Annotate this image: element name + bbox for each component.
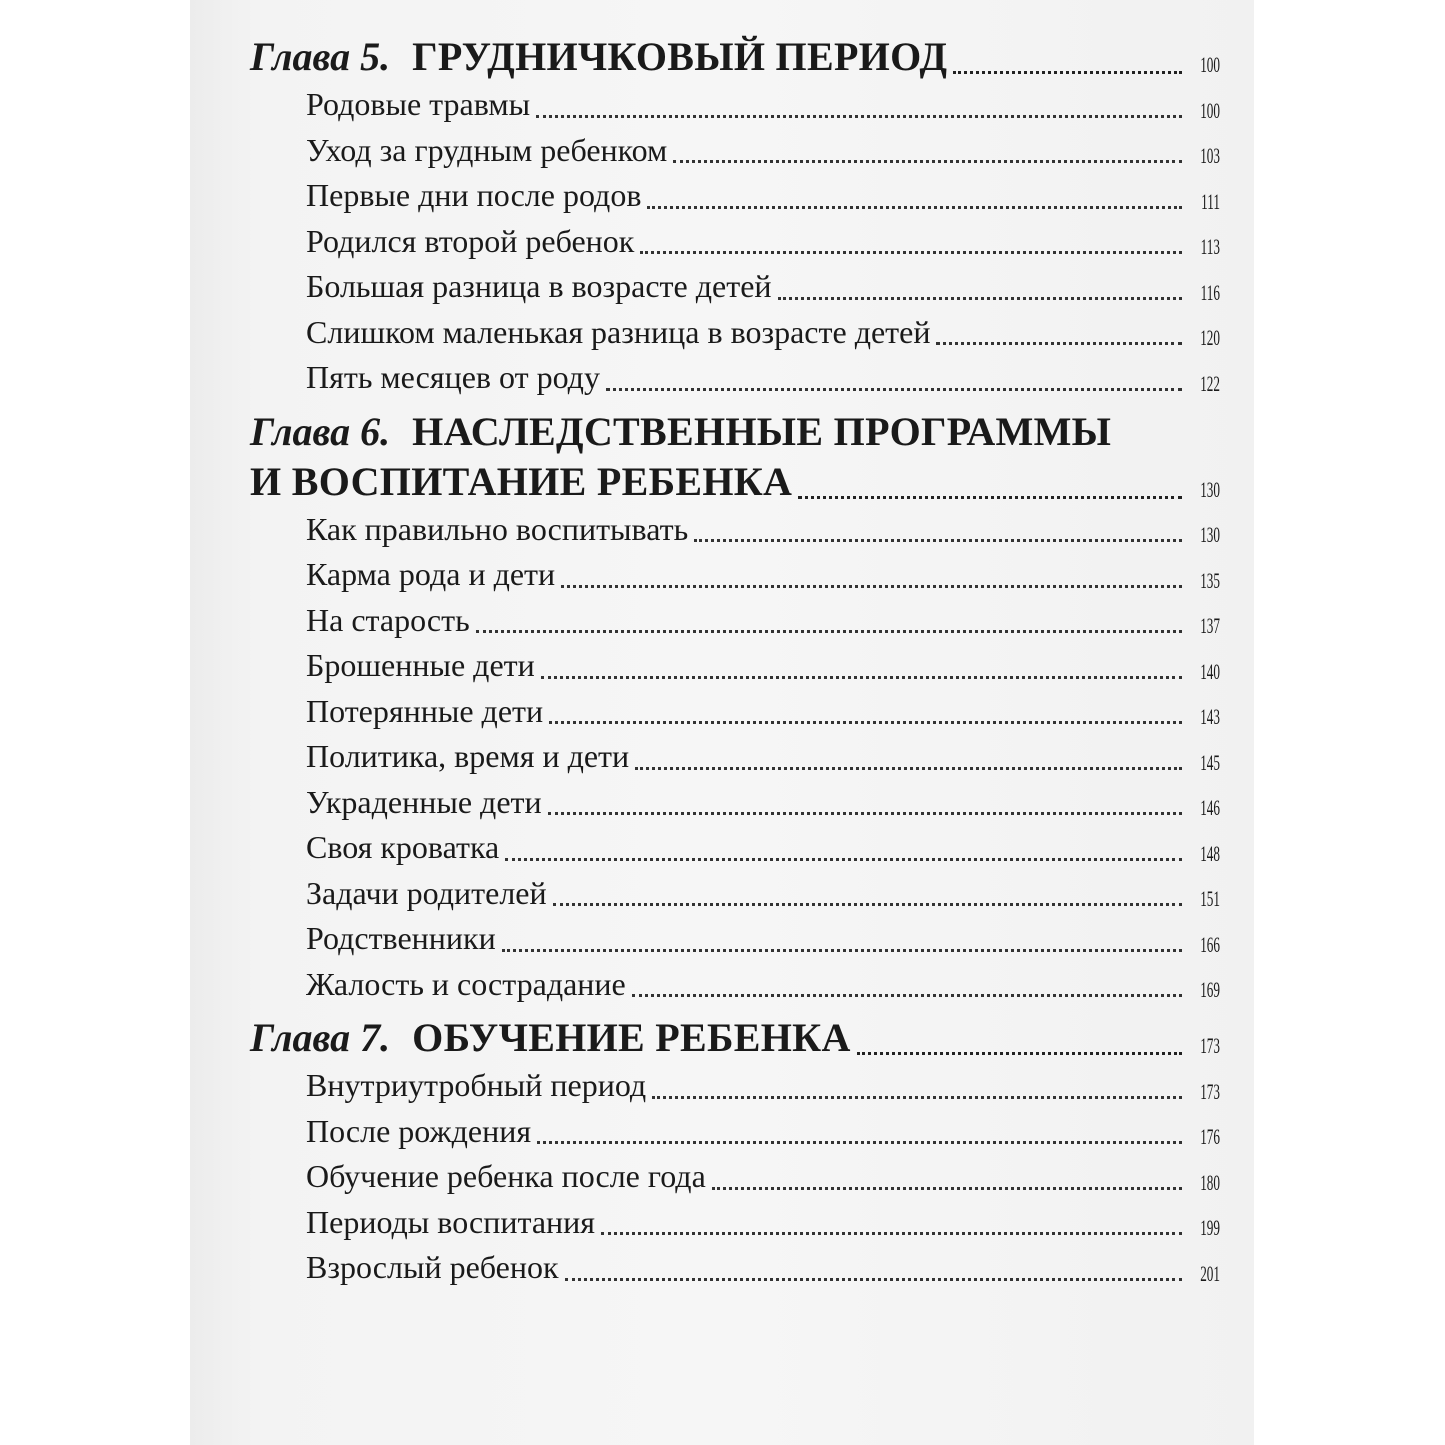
entry-page-number: 130: [1200, 522, 1220, 547]
entry-title: Задачи родителей: [306, 874, 547, 911]
chapter-7: [250, 1013, 1220, 1291]
entry-page-number: 120: [1200, 325, 1220, 350]
leader-dots: [778, 296, 1182, 300]
leader-dots: [798, 495, 1182, 499]
leader-dots: [601, 1231, 1182, 1235]
entry-title: Как правильно воспитывать: [306, 510, 689, 547]
entry-page-number: 169: [1200, 977, 1220, 1002]
chapter-heading: [250, 407, 1220, 457]
leader-dots: [606, 387, 1182, 391]
toc-entry: [306, 82, 1220, 128]
leader-dots: [936, 341, 1182, 345]
entry-title: Взрослый ребенок: [306, 1249, 559, 1285]
leader-dots: [553, 902, 1182, 906]
chapter-page-number: 130: [1200, 476, 1220, 502]
chapter-title: НАСЛЕДСТВЕННЫЕ ПРОГРАММЫ: [412, 408, 1112, 454]
entry-title: Внутриутробный период: [306, 1067, 647, 1103]
entry-title: Родился второй ребенок: [306, 222, 635, 259]
chapter-6: [250, 407, 1220, 1008]
chapter-title: ГРУДНИЧКОВЫЙ ПЕРИОД: [412, 34, 948, 79]
entry-page-number: 176: [1200, 1124, 1220, 1149]
entry-title: Жалость и сострадание: [306, 965, 626, 1002]
leader-dots: [502, 948, 1182, 952]
leader-dots: [505, 857, 1182, 861]
entry-page-number: 143: [1200, 704, 1220, 729]
toc-entry: [306, 598, 1220, 644]
book-page: [190, 0, 1254, 1445]
chapter-items: [250, 82, 1220, 401]
chapter-title-continued: И ВОСПИТАНИЕ РЕБЕНКА: [250, 458, 793, 504]
toc-entry: [306, 552, 1220, 598]
leader-dots: [548, 811, 1182, 815]
leader-dots: [953, 70, 1182, 74]
toc-entry: [306, 780, 1220, 826]
entry-title: После рождения: [306, 1112, 532, 1149]
chapter-heading: [250, 1013, 1220, 1063]
chapter-heading: [250, 32, 1220, 82]
entry-page-number: 140: [1200, 658, 1220, 684]
entry-page-number: 148: [1200, 840, 1220, 866]
entry-title: Большая разница в возрасте детей: [306, 268, 772, 304]
entry-title: Обучение ребенка после года: [306, 1158, 706, 1194]
toc-entry: [306, 1200, 1220, 1246]
entry-page-number: 103: [1200, 143, 1220, 168]
toc-entry: [306, 1154, 1220, 1200]
entry-title: Потерянные дети: [306, 692, 544, 729]
leader-dots: [537, 1140, 1182, 1144]
toc-entry: [306, 173, 1220, 219]
entry-page-number: 151: [1200, 886, 1220, 911]
entry-title: Пять месяцев от роду: [306, 359, 600, 395]
leader-dots: [673, 159, 1182, 163]
leader-dots: [536, 114, 1182, 118]
leader-dots: [476, 629, 1182, 633]
leader-dots: [561, 584, 1182, 588]
chapter-5: [250, 32, 1220, 401]
toc-entry: [306, 916, 1220, 962]
entry-title: Своя кроватка: [306, 829, 500, 865]
entry-title: Первые дни после родов: [306, 177, 642, 213]
entry-page-number: 145: [1200, 749, 1220, 775]
entry-page-number: 116: [1200, 279, 1220, 305]
entry-page-number: 173: [1200, 1078, 1220, 1104]
chapter-label: Глава 5.: [250, 34, 391, 79]
entry-title: На старость: [306, 601, 470, 638]
toc-entry: [306, 643, 1220, 689]
toc-entry: [306, 871, 1220, 917]
entry-title: Уход за грудным ребенком: [306, 131, 668, 168]
leader-dots: [640, 250, 1182, 254]
chapter-items: [250, 1063, 1220, 1291]
leader-dots: [549, 720, 1182, 724]
chapter-heading-line-2: [250, 457, 1220, 507]
chapter-label: Глава 6.: [250, 408, 391, 454]
toc-entry: [306, 219, 1220, 265]
entry-title: Политика, время и дети: [306, 738, 630, 774]
chapter-items: [250, 507, 1220, 1008]
toc-entry: [306, 507, 1220, 553]
leader-dots: [541, 675, 1182, 679]
toc-entry: [306, 264, 1220, 310]
toc-entry: [306, 1245, 1220, 1291]
toc-entry: [306, 355, 1220, 401]
entry-page-number: 180: [1200, 1169, 1220, 1195]
toc-entry: [306, 310, 1220, 356]
leader-dots: [712, 1186, 1182, 1190]
entry-title: Брошенные дети: [306, 647, 535, 683]
entry-title: Родовые травмы: [306, 86, 531, 122]
chapter-label: Глава 7.: [250, 1015, 391, 1060]
toc-entry: [306, 1063, 1220, 1109]
entry-title: Украденные дети: [306, 783, 542, 820]
toc-entry: [306, 962, 1220, 1008]
leader-dots: [694, 538, 1182, 542]
entry-page-number: 113: [1200, 234, 1220, 259]
entry-page-number: 146: [1200, 795, 1220, 820]
entry-page-number: 100: [1200, 97, 1220, 123]
leader-dots: [565, 1277, 1182, 1281]
entry-page-number: 137: [1200, 613, 1220, 638]
toc-entry: [306, 1109, 1220, 1155]
leader-dots: [635, 766, 1182, 770]
entry-page-number: 122: [1200, 370, 1220, 396]
toc-entry: [306, 825, 1220, 871]
leader-dots: [632, 993, 1182, 997]
entry-page-number: 201: [1200, 1260, 1220, 1286]
chapter-title: ОБУЧЕНИЕ РЕБЕНКА: [412, 1015, 851, 1060]
leader-dots: [647, 205, 1182, 209]
entry-title: Родственники: [306, 920, 496, 956]
entry-title: Периоды воспитания: [306, 1203, 595, 1240]
chapter-page-number: 100: [1200, 52, 1220, 77]
entry-page-number: 166: [1200, 931, 1220, 957]
entry-title: Карма рода и дети: [306, 556, 556, 592]
entry-title: Слишком маленькая разница в возрасте детей: [306, 313, 931, 350]
toc-entry: [306, 734, 1220, 780]
toc-entry: [306, 689, 1220, 735]
entry-page-number: 111: [1201, 188, 1220, 214]
table-of-contents: [250, 32, 1220, 1295]
leader-dots: [857, 1051, 1182, 1055]
entry-page-number: 135: [1200, 567, 1220, 593]
toc-entry: [306, 128, 1220, 174]
leader-dots: [652, 1095, 1182, 1099]
chapter-page-number: 173: [1200, 1033, 1220, 1058]
entry-page-number: 199: [1200, 1215, 1220, 1240]
